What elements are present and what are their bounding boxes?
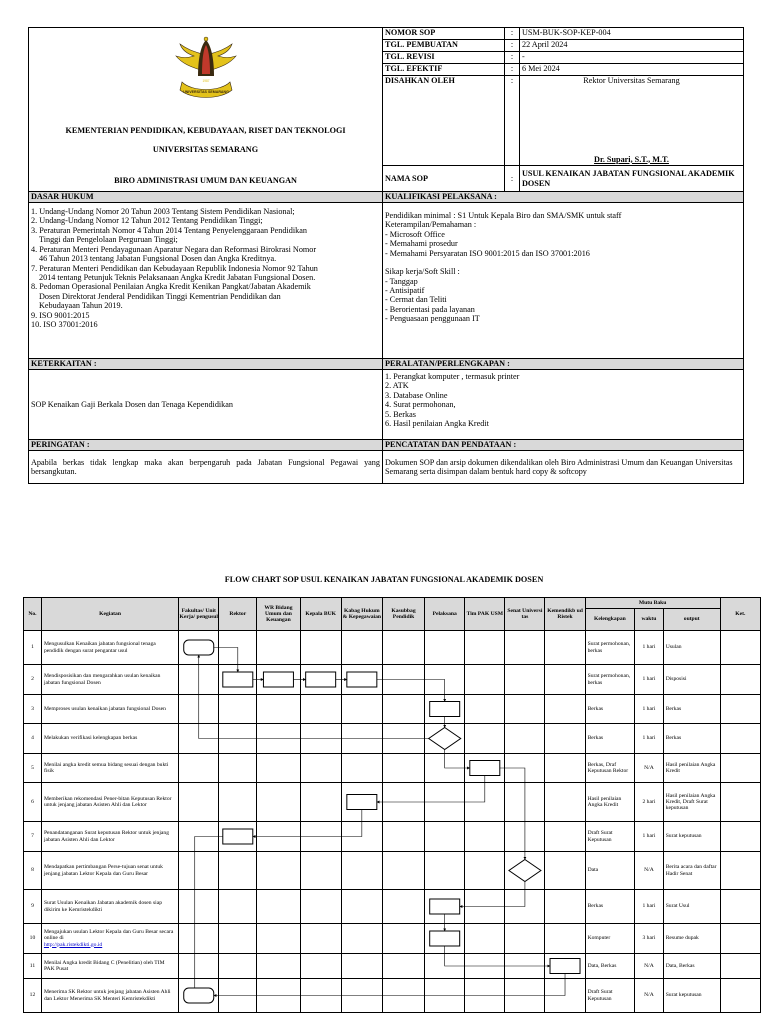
table-row — [24, 924, 761, 954]
logo-text: UNIVERSITAS SEMARANG — [182, 90, 229, 94]
role-cell — [300, 924, 341, 954]
row-number: 4 — [24, 724, 42, 754]
pencatatan-title: PENCATATAN DAN PENDATAAN : — [383, 440, 744, 451]
row-activity-text: Mengajukan usulan Lektor Kepala dan Guru Besar secara online di — [43, 929, 174, 942]
list-item: 4. Peraturan Menteri Pendayagunaan Aparatur Negara dan Reformasi Birokrasi Nomor — [31, 244, 317, 254]
list-item: Tinggi dan Pengelolaan Perguruan Tinggi; — [39, 235, 178, 245]
logo-year: 1987 — [201, 79, 210, 83]
role-cell — [382, 724, 424, 754]
col-waktu: waktu — [635, 609, 664, 631]
role-cell — [341, 822, 382, 852]
role-cell — [341, 954, 382, 979]
list-item: 8. Pedoman Operasional Penilaian Angka Kredit Kenikan Pangkat/Jabatan Akademik — [31, 282, 311, 292]
row-number: 8 — [24, 852, 42, 890]
list-item: 9. ISO 9001:2015 — [31, 310, 90, 320]
role-cell — [545, 852, 585, 890]
role-cell — [179, 852, 219, 890]
list-item: Pendidikan minimal : S1 Untuk Kepala Biro dan SMA/SMK untuk staff — [385, 211, 622, 220]
field-sep: : — [505, 52, 520, 64]
role-cell — [300, 783, 341, 822]
row-ket — [720, 783, 760, 822]
bureau-name: BIRO ADMINISTRASI UMUM DAN KEUANGAN — [114, 176, 297, 186]
row-kelengkapan: Komputer — [585, 924, 635, 954]
role-cell — [341, 852, 382, 890]
row-ket — [720, 954, 760, 979]
table-row — [24, 754, 761, 783]
role-cell — [545, 954, 585, 979]
role-cell — [300, 954, 341, 979]
role-cell — [219, 724, 257, 754]
role-cell — [257, 695, 300, 724]
role-cell — [505, 783, 545, 822]
row-waktu: N/A — [635, 979, 664, 1013]
role-cell — [179, 665, 219, 695]
role-cell — [257, 783, 300, 822]
list-item: - Cermat dan Teliti — [385, 295, 447, 305]
field-label-nomor: NOMOR SOP — [383, 28, 505, 40]
role-cell — [257, 754, 300, 783]
col-role: Pelaksana — [425, 598, 465, 631]
ministry-name: KEMENTERIAN PENDIDIKAN, KEBUDAYAAN, RISET DAN TEKNOLOGI — [65, 126, 346, 136]
role-cell — [465, 979, 505, 1013]
row-ket — [720, 754, 760, 783]
role-cell — [219, 954, 257, 979]
role-cell — [545, 665, 585, 695]
role-cell — [425, 954, 465, 979]
role-cell — [257, 631, 300, 665]
table-row — [24, 954, 761, 979]
role-cell — [300, 852, 341, 890]
kualifikasi-title: KUALIFIKASI PELAKSANA : — [383, 192, 744, 203]
university-name: UNIVERSITAS SEMARANG — [152, 144, 259, 154]
role-cell — [425, 783, 465, 822]
role-cell — [545, 724, 585, 754]
field-label-efektif: TGL. EFEKTIF — [383, 64, 505, 76]
field-sep: : — [505, 28, 520, 40]
peringatan-title: PERINGATAN : — [29, 440, 383, 451]
role-cell — [465, 754, 505, 783]
field-value-pembuatan: 22 April 2024 — [520, 40, 744, 52]
col-role: WR Bidang Umum dan Keuangan — [257, 598, 300, 631]
role-cell — [465, 695, 505, 724]
list-item: Dosen Direktorat Jenderal Pendidikan Tinggi Kementrian Pendidikan dan — [39, 291, 281, 301]
role-cell — [465, 924, 505, 954]
row-kelengkapan: Berkas, Draf Keputusan Rektor — [585, 754, 635, 783]
list-item: 4. Surat permohonan, — [385, 400, 456, 410]
list-item: - Antisipatif — [385, 285, 425, 295]
role-cell — [257, 954, 300, 979]
role-cell — [300, 665, 341, 695]
row-waktu: 1 hari — [635, 695, 664, 724]
row-waktu: 1 hari — [635, 631, 664, 665]
list-item: 1. Perangkat komputer , termasuk printer — [385, 372, 520, 381]
role-cell — [465, 783, 505, 822]
role-cell — [300, 631, 341, 665]
role-cell — [219, 695, 257, 724]
row-output: Disposisi — [663, 665, 720, 695]
row-ket — [720, 695, 760, 724]
role-cell — [341, 979, 382, 1013]
field-sep: : — [505, 76, 520, 166]
role-cell — [465, 665, 505, 695]
role-cell — [425, 724, 465, 754]
role-cell — [505, 890, 545, 924]
role-cell — [179, 924, 219, 954]
row-waktu: N/A — [635, 754, 664, 783]
col-role: Tim PAK USM — [465, 598, 505, 631]
table-row — [24, 890, 761, 924]
role-cell — [179, 695, 219, 724]
list-item: - Penguasaan penggunaan IT — [385, 314, 480, 324]
row-kelengkapan: Data, Berkas — [585, 954, 635, 979]
row-number: 5 — [24, 754, 42, 783]
role-cell — [382, 783, 424, 822]
row-kelengkapan: Data — [585, 852, 635, 890]
row-output: Berkas — [663, 724, 720, 754]
role-cell — [545, 924, 585, 954]
list-item: 10. ISO 37001:2016 — [31, 320, 98, 330]
approved-cell — [520, 76, 744, 166]
role-cell — [545, 695, 585, 724]
role-cell — [300, 754, 341, 783]
role-cell — [425, 754, 465, 783]
list-item: 3. Database Online — [385, 390, 448, 400]
row-ket — [720, 724, 760, 754]
role-cell — [219, 754, 257, 783]
approved-name: Dr. Supari, S.T., M.T. — [594, 154, 669, 164]
role-cell — [505, 754, 545, 783]
role-cell — [505, 695, 545, 724]
role-cell — [425, 924, 465, 954]
role-cell — [341, 890, 382, 924]
table-row — [24, 695, 761, 724]
row-waktu: 1 hari — [635, 665, 664, 695]
row-output: Surat keputusan — [663, 822, 720, 852]
role-cell — [341, 924, 382, 954]
list-item: 7. Peraturan Menteri Pendidikan dan Kebudayaan Republik Indonesia Nomor 92 Tahun — [31, 263, 318, 273]
role-cell — [505, 954, 545, 979]
role-cell — [179, 783, 219, 822]
role-cell — [382, 890, 424, 924]
role-cell — [382, 695, 424, 724]
col-role: Kasubbag Pendidik — [382, 598, 424, 631]
row-kelengkapan: Berkas — [585, 695, 635, 724]
row-kelengkapan: Draft Surat Keputusan — [585, 979, 635, 1013]
keterkaitan-text: SOP Kenaikan Gaji Berkala Dosen dan Tenaga Kependidikan — [29, 370, 383, 440]
row-activity: Melakukan verifikasi kelengkapan berkas — [41, 724, 178, 754]
row-number: 12 — [24, 979, 42, 1013]
row-waktu: 1 hari — [635, 822, 664, 852]
row-activity: Memproses usulan kenaikan jabatan fungsional Dosen — [41, 695, 178, 724]
list-item: - Memahami prosedur — [385, 239, 458, 249]
col-role: Senat Universi tas — [505, 598, 545, 631]
role-cell — [219, 783, 257, 822]
row-output: Hasil penilaian Angka Kredit, Draft Surat keputusan — [663, 783, 720, 822]
row-activity: Memberikan rekomendasi Pener-bitan Keputusan Rektor untuk jenjang jabatan Asisten Ahli dan Lektor — [41, 783, 178, 822]
row-waktu: 1 hari — [635, 724, 664, 754]
role-cell — [505, 979, 545, 1013]
role-cell — [257, 724, 300, 754]
dasar-hukum-list — [29, 203, 383, 359]
row-output: Berkas — [663, 695, 720, 724]
field-label-pembuatan: TGL. PEMBUATAN — [383, 40, 505, 52]
role-cell — [382, 852, 424, 890]
list-item: 2014 tentang Petunjuk Teknis Pelaksanaan Angka Kredit Jabatan Fungsional Dosen. — [39, 272, 316, 282]
col-kelengkapan: Kelengkapan — [585, 609, 635, 631]
col-role: Kemendikb ud Ristek — [545, 598, 585, 631]
dasar-hukum-title: DASAR HUKUM — [29, 192, 383, 203]
table-row — [24, 665, 761, 695]
row-number: 3 — [24, 695, 42, 724]
role-cell — [341, 665, 382, 695]
role-cell — [505, 665, 545, 695]
row-output: Resume dupak — [663, 924, 720, 954]
col-role: Fakultas/ Unit Kerja/ pengusul — [179, 598, 219, 631]
role-cell — [179, 822, 219, 852]
row-output: Surat keputusan — [663, 979, 720, 1013]
role-cell — [545, 783, 585, 822]
field-value-efektif: 6 Mei 2024 — [520, 64, 744, 76]
row-kelengkapan: Berkas — [585, 890, 635, 924]
role-cell — [219, 924, 257, 954]
role-cell — [465, 852, 505, 890]
role-cell — [505, 822, 545, 852]
role-cell — [465, 631, 505, 665]
flowchart-title: FLOW CHART SOP USUL KENAIKAN JABATAN FUNGSIONAL AKADEMIK DOSEN — [224, 575, 544, 584]
col-no: No. — [24, 598, 42, 631]
role-cell — [425, 852, 465, 890]
field-sep: : — [505, 40, 520, 52]
approved-label: DISAHKAN OLEH — [383, 76, 505, 166]
role-cell — [300, 724, 341, 754]
peringatan-text: Apabila berkas tidak lengkap maka akan berpengaruh pada Jabatan Fungsional Pegawai yang bersangkutan. — [29, 451, 383, 484]
role-cell — [545, 890, 585, 924]
role-cell — [545, 754, 585, 783]
table-row — [24, 631, 761, 665]
role-cell — [179, 890, 219, 924]
col-role: Kepala BUK — [300, 598, 341, 631]
row-waktu: 1 hari — [635, 890, 664, 924]
role-cell — [505, 631, 545, 665]
role-cell — [257, 822, 300, 852]
field-value-revisi: - — [520, 52, 744, 64]
row-number: 2 — [24, 665, 42, 695]
role-cell — [545, 631, 585, 665]
role-cell — [382, 979, 424, 1013]
row-activity: Menilai Angka kredit Bidang C (Penelitian) oleh TIM PAK Pusat — [41, 954, 178, 979]
row-output: Berita acara dan daftar Hadir Senat — [663, 852, 720, 890]
peralatan-list — [383, 370, 744, 440]
row-ket — [720, 852, 760, 890]
role-cell — [219, 979, 257, 1013]
role-cell — [382, 631, 424, 665]
kualifikasi-list — [383, 203, 744, 359]
row-waktu: N/A — [635, 954, 664, 979]
row-kelengkapan: Surat permohonan, berkas — [585, 631, 635, 665]
flowchart-table — [23, 597, 761, 1013]
list-item: 1. Undang-Undang Nomor 20 Tahun 2003 Tentang Sistem Pendidikan Nasional; — [31, 207, 295, 216]
row-activity: Surat Usulan Kenaikan Jabatan akademik dosen siap dikirim ke Kemristekdikti — [41, 890, 178, 924]
row-ket — [720, 665, 760, 695]
role-cell — [382, 822, 424, 852]
role-cell — [257, 852, 300, 890]
role-cell — [300, 822, 341, 852]
row-ket — [720, 979, 760, 1013]
row-kelengkapan: Berkas — [585, 724, 635, 754]
row-kelengkapan: Hasil penilaian Angka Kredit — [585, 783, 635, 822]
list-spacer — [385, 258, 741, 267]
row-activity: Mendisposisikan dan mengarahkan usulan kenaikan jabatan fungsional Dosen — [41, 665, 178, 695]
row-number: 11 — [24, 954, 42, 979]
role-cell — [341, 724, 382, 754]
row-ket — [720, 890, 760, 924]
role-cell — [219, 822, 257, 852]
role-cell — [341, 631, 382, 665]
role-cell — [425, 665, 465, 695]
sop-name-value: USUL KENAIKAN JABATAN FUNGSIONAL AKADEMIK DOSEN — [520, 166, 744, 192]
role-cell — [257, 890, 300, 924]
row-ket — [720, 631, 760, 665]
row-activity: Penandatanganan Surat keputusan Rektor untuk jenjang jabatan Asisten Ahli dan Lektor — [41, 822, 178, 852]
row-number: 9 — [24, 890, 42, 924]
field-sep: : — [505, 64, 520, 76]
role-cell — [300, 890, 341, 924]
peralatan-title: PERALATAN/PERLENGKAPAN : — [383, 359, 744, 370]
role-cell — [179, 954, 219, 979]
role-cell — [257, 924, 300, 954]
role-cell — [545, 822, 585, 852]
row-output: Data, Berkas — [663, 954, 720, 979]
list-item: 2. Undang-Undang Nomor 12 Tahun 2012 Tentang Pendidikan Tinggi; — [31, 216, 263, 226]
col-mutu-baku: Mutu Baku — [585, 598, 720, 609]
role-cell — [545, 979, 585, 1013]
role-cell — [341, 754, 382, 783]
keterkaitan-title: KETERKAITAN : — [29, 359, 383, 370]
col-kegiatan: Kegiatan — [41, 598, 178, 631]
field-sep: : — [505, 166, 520, 192]
role-cell — [382, 754, 424, 783]
role-cell — [300, 695, 341, 724]
role-cell — [341, 695, 382, 724]
role-cell — [465, 954, 505, 979]
role-cell — [382, 954, 424, 979]
approved-title: Rektor Universitas Semarang — [583, 76, 680, 85]
row-waktu: 2 hari — [635, 783, 664, 822]
row-kelengkapan: Draft Surat Keputusan — [585, 822, 635, 852]
row-waktu: 3 hari — [635, 924, 664, 954]
list-item: - Berorientasi pada layanan — [385, 304, 475, 314]
list-item: Keterampilan/Pemahaman : — [385, 220, 477, 230]
list-item: - Tanggap — [385, 276, 418, 286]
role-cell — [257, 665, 300, 695]
list-item: 5. Berkas — [385, 409, 416, 419]
table-row — [24, 724, 761, 754]
pak-link[interactable]: http://pak.ristekdikti.go.id — [43, 941, 103, 948]
list-item: 2. ATK — [385, 381, 409, 391]
col-role: Kabag Hukum & Kepegawaian — [341, 598, 382, 631]
row-output: Usulan — [663, 631, 720, 665]
row-ket — [720, 822, 760, 852]
role-cell — [179, 754, 219, 783]
row-number: 1 — [24, 631, 42, 665]
role-cell — [382, 924, 424, 954]
role-cell — [465, 724, 505, 754]
role-cell — [425, 695, 465, 724]
role-cell — [465, 890, 505, 924]
table-row — [24, 783, 761, 822]
role-cell — [219, 631, 257, 665]
role-cell — [179, 979, 219, 1013]
role-cell — [425, 890, 465, 924]
role-cell — [219, 665, 257, 695]
row-number: 7 — [24, 822, 42, 852]
sop-header-table — [28, 27, 744, 484]
row-activity: Menilai angka kredit semua bidang sesuai dengan bukti fisik — [41, 754, 178, 783]
row-number: 10 — [24, 924, 42, 954]
role-cell — [465, 822, 505, 852]
list-item: - Microsoft Office — [385, 229, 445, 239]
list-item: 46 Tahun 2013 tentang Jabatan Fungsional Dosen dan Angka Kreditnya. — [39, 254, 277, 264]
role-cell — [219, 852, 257, 890]
row-activity: Mengusulkan Kenaikan jabatan fungsional tenaga pendidik dengan surat pengantar usul — [41, 631, 178, 665]
role-cell — [179, 631, 219, 665]
row-waktu: N/A — [635, 852, 664, 890]
list-item: Kebudayaan Tahun 2019. — [39, 301, 123, 311]
col-output: output — [663, 609, 720, 631]
role-cell — [425, 631, 465, 665]
sop-name-label: NAMA SOP — [383, 166, 505, 192]
pencatatan-text: Dokumen SOP dan arsip dokumen dikendalikan oleh Biro Administrasi Umum dan Keuangan Universitas Semarang serta disimpan dalam bentuk hard copy & softcopy — [383, 451, 744, 484]
row-output: Surat Usul — [663, 890, 720, 924]
university-logo — [170, 32, 242, 106]
list-item: 3. Peraturan Pemerintah Nomor 4 Tahun 2014 Tentang Penyelenggaraan Pendidikan — [31, 225, 307, 235]
role-cell — [382, 665, 424, 695]
col-role: Rektor — [219, 598, 257, 631]
role-cell — [341, 783, 382, 822]
role-cell — [505, 924, 545, 954]
col-ket: Ket. — [720, 598, 760, 631]
role-cell — [179, 724, 219, 754]
role-cell — [505, 724, 545, 754]
field-value-nomor: USM-BUK-SOP-KEP-004 — [520, 28, 744, 40]
role-cell — [425, 822, 465, 852]
role-cell — [219, 890, 257, 924]
role-cell — [505, 852, 545, 890]
role-cell — [425, 979, 465, 1013]
header-identity-cell — [29, 28, 383, 192]
row-kelengkapan: Surat permohonan, berkas — [585, 665, 635, 695]
row-ket — [720, 924, 760, 954]
list-item: - Memahami Persyaratan ISO 9001:2015 dan ISO 37001:2016 — [385, 248, 590, 258]
list-item: Sikap kerja/Soft Skill : — [385, 267, 460, 277]
row-number: 6 — [24, 783, 42, 822]
row-activity — [41, 924, 178, 954]
role-cell — [257, 979, 300, 1013]
row-activity: Mendapatkan pertimbangan Perse-tujuan senat untuk jenjang jabatan Lektor Kepala dan Guru Besar — [41, 852, 178, 890]
field-label-revisi: TGL. REVISI — [383, 52, 505, 64]
table-row — [24, 979, 761, 1013]
row-activity: Menerima SK Rektor untuk jenjang jabatan Asisten Ahli dan Lektor Menerima SK Menteri Kemristekdikti — [41, 979, 178, 1013]
list-item: 6. Hasil penilaian Angka Kredit — [385, 419, 489, 429]
role-cell — [300, 979, 341, 1013]
table-row — [24, 852, 761, 890]
row-output: Hasil penilaian Angka Kredit — [663, 754, 720, 783]
table-row — [24, 822, 761, 852]
